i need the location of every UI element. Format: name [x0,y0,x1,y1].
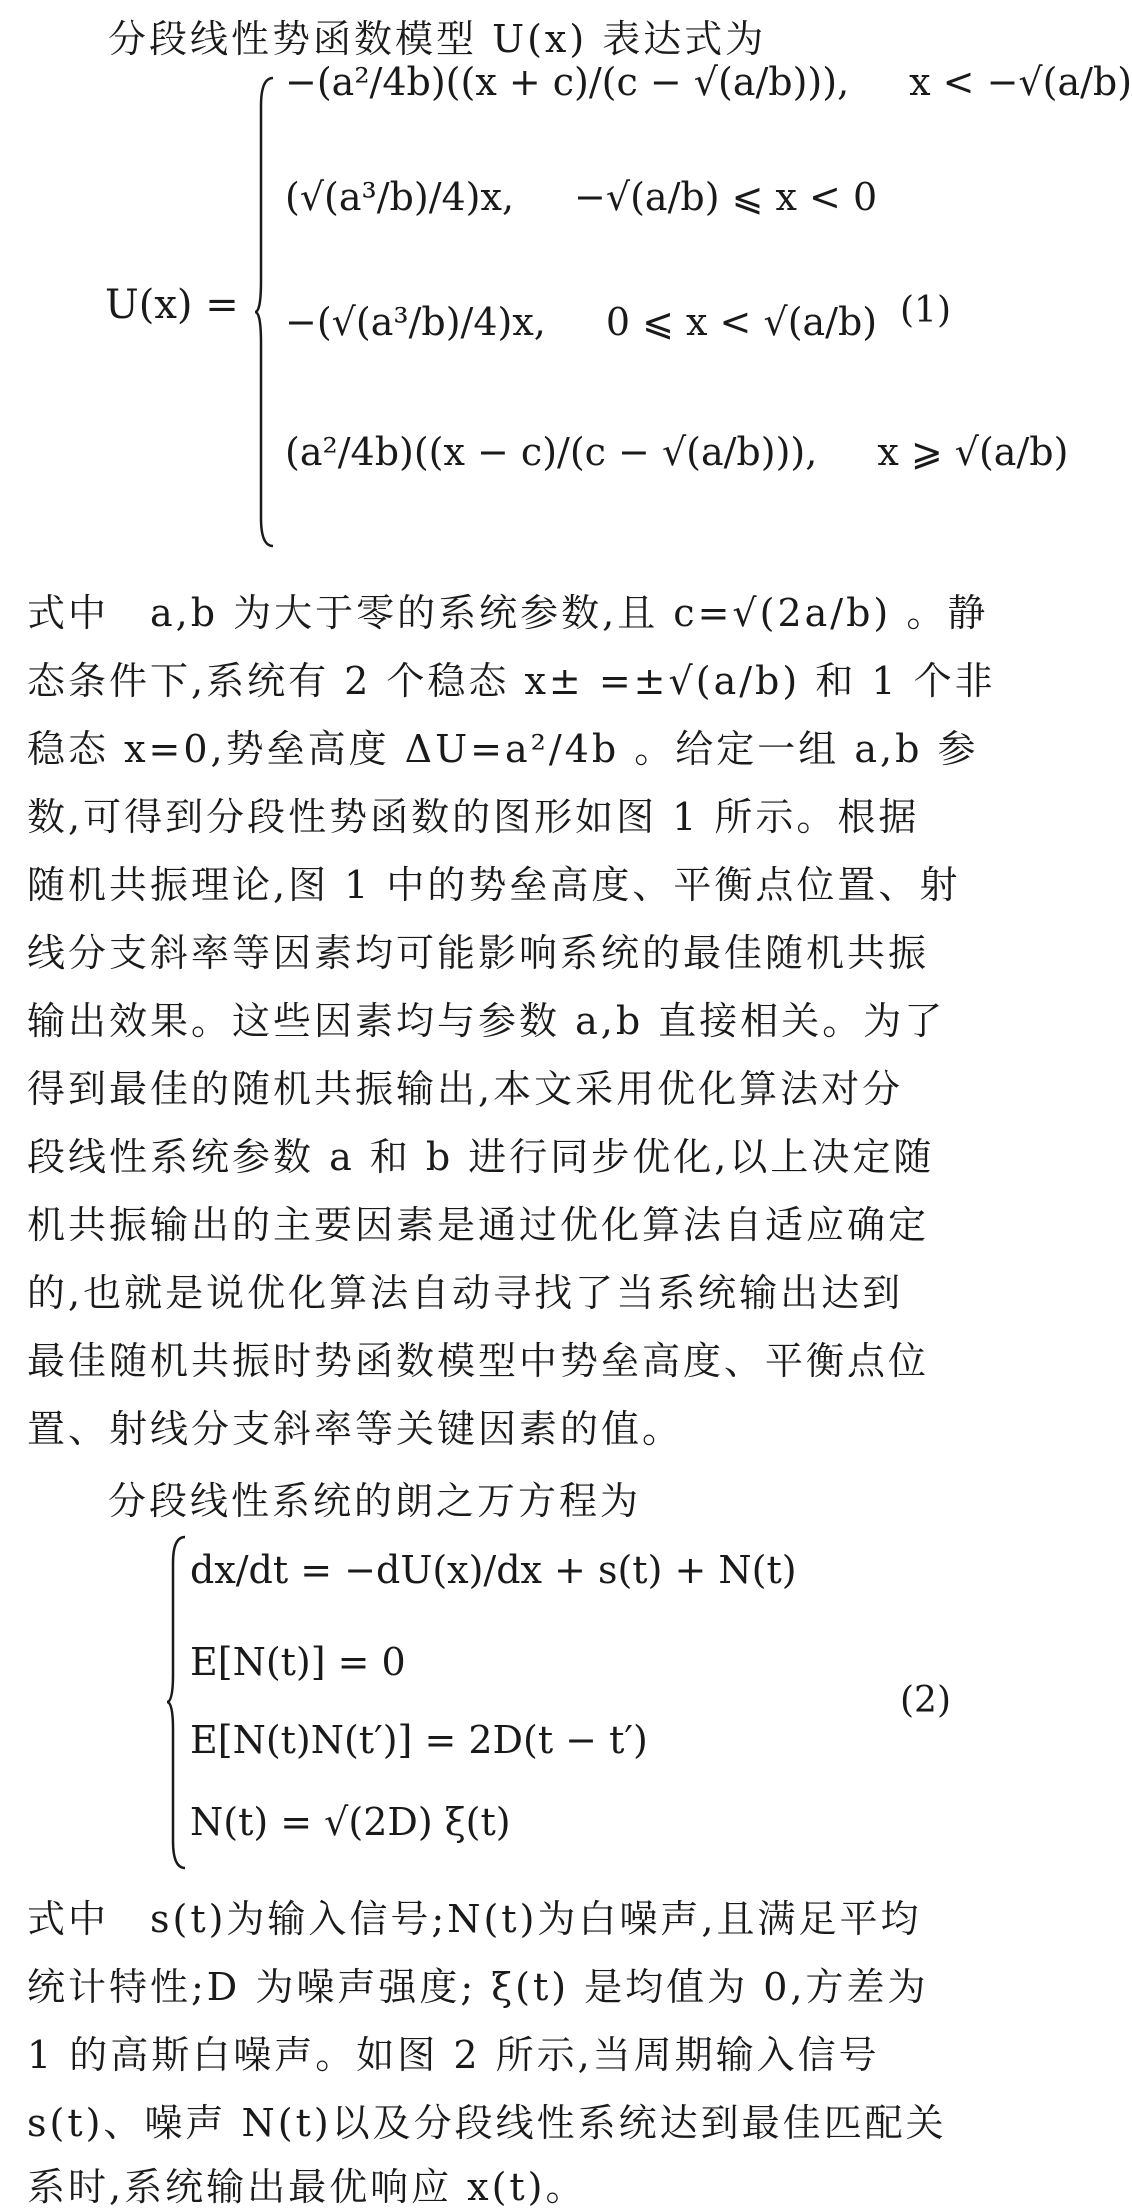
equation-2-number: (2) [900,1680,951,1721]
equation-1-case-1 [285,60,1132,104]
equation-2-row-3: E[N(t)N(t′)] = 2D(t − t′) [190,1718,648,1762]
case-2-condition: −√(a/b) ⩽ x < 0 [574,175,878,219]
case-3-condition: 0 ⩽ x < √(a/b) [605,300,878,344]
body-line: 数,可得到分段性势函数的图形如图 1 所示。根据 [27,795,920,839]
langevin-intro-line: 分段线性系统的朗之万方程为 [108,1479,642,1523]
case-2-expression: (√(a³/b)/4)x, [285,175,515,219]
body-line: 随机共振理论,图 1 中的势垒高度、平衡点位置、射 [27,863,961,907]
equation-2-row-4: N(t) = √(2D) ξ(t) [190,1800,511,1844]
equation-1-case-3 [285,300,877,344]
body-line: 得到最佳的随机共振输出,本文采用优化算法对分 [27,1067,904,1111]
body-line: 的,也就是说优化算法自动寻找了当系统输出达到 [27,1271,904,1315]
equation-2-row-1: dx/dt = −dU(x)/dx + s(t) + N(t) [190,1548,797,1592]
body-line: 式中 s(t)为输入信号;N(t)为白噪声,且满足平均 [27,1897,922,1941]
body-line: 稳态 x=0,势垒高度 ΔU=a²/4b 。给定一组 a,b 参 [27,727,979,771]
body-line: 式中 a,b 为大于零的系统参数,且 c=√(2a/b) 。静 [27,591,989,635]
intro-line: 分段线性势函数模型 U(x) 表达式为 [108,17,767,61]
body-line: 统计特性;D 为噪声强度; ξ(t) 是均值为 0,方差为 [27,1965,929,2009]
body-line: 态条件下,系统有 2 个稳态 x± =±√(a/b) 和 1 个非 [27,659,996,703]
case-1-condition: x < −√(a/b) [909,60,1132,104]
case-4-condition: x ⩾ √(a/b) [877,430,1069,474]
equation-1-case-4 [285,430,1068,474]
case-1-expression: −(a²/4b)((x + c)/(c − √(a/b))), [285,60,850,104]
body-line: 系时,系统输出最优响应 x(t)。 [27,2165,587,2209]
equation-1-brace [253,76,275,548]
equation-1-number: (1) [900,290,951,331]
case-4-expression: (a²/4b)((x − c)/(c − √(a/b))), [285,430,818,474]
body-line: 段线性系统参数 a 和 b 进行同步优化,以上决定随 [27,1135,935,1179]
equation-1-lhs: U(x) = [105,282,239,328]
case-3-expression: −(√(a³/b)/4)x, [285,300,546,344]
body-line: 最佳随机共振时势函数模型中势垒高度、平衡点位 [27,1339,930,1383]
body-line: 线分支斜率等因素均可能影响系统的最佳随机共振 [27,931,930,975]
body-line: 置、射线分支斜率等关键因素的值。 [27,1407,684,1451]
equation-1-case-2 [285,175,877,219]
equation-2-brace [165,1535,187,1870]
body-line: 1 的高斯白噪声。如图 2 所示,当周期输入信号 [27,2033,880,2077]
body-line: s(t)、噪声 N(t)以及分段线性系统达到最佳匹配关 [27,2101,947,2145]
body-line: 输出效果。这些因素均与参数 a,b 直接相关。为了 [27,999,946,1043]
body-line: 机共振输出的主要因素是通过优化算法自适应确定 [27,1203,930,1247]
equation-2-row-2: E[N(t)] = 0 [190,1640,406,1684]
